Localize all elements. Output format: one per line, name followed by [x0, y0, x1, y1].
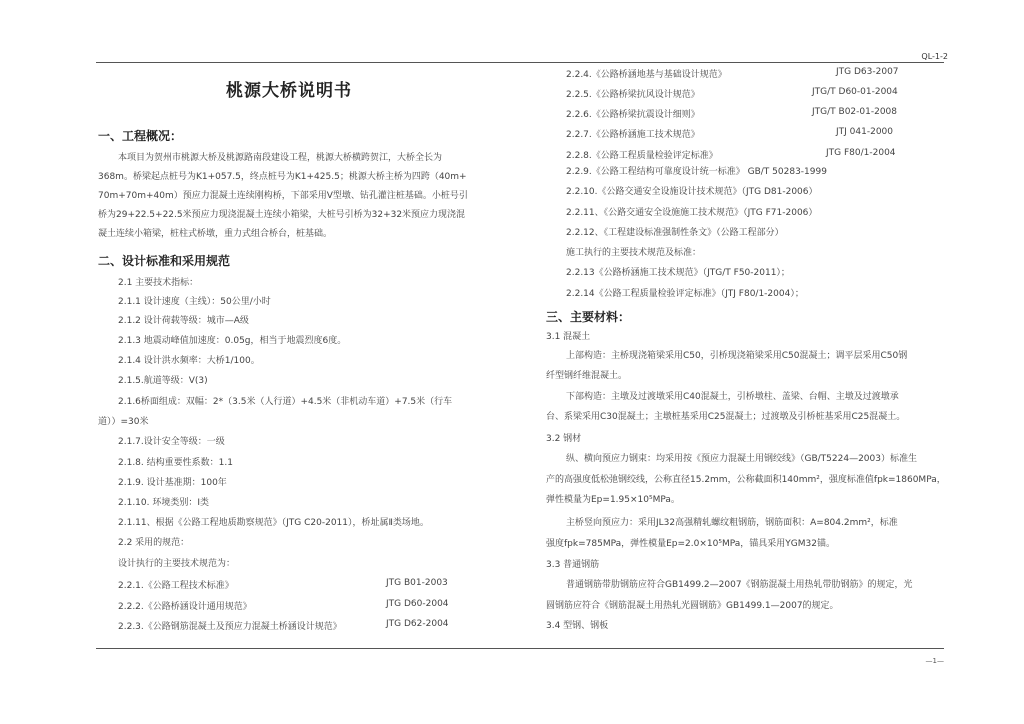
paragraph-line: 桥为29+22.5+22.5米预应力现浇混凝土连续小箱梁，大桩号引桥为32+32米预应力现浇混 [98, 210, 466, 220]
drawing-code: QL-1-2 [921, 52, 948, 61]
standard-code: JTG F80/1-2004 [826, 148, 896, 158]
standard-code: JTG D60-2004 [386, 599, 449, 609]
paragraph-line: 道））=30米 [98, 417, 149, 427]
standard-name: 2.2.1.《公路工程技术标准》 [118, 581, 234, 591]
paragraph-line: 上部构造：主桥现浇箱梁采用C50，引桥现浇箱梁采用C50混凝土；调平层采用C50钢 [566, 351, 908, 361]
paragraph-line: 70m+70m+40m）预应力混凝土连续刚构桥，下部采用V型墩、钻孔灌注桩基础。小桩号引 [98, 191, 468, 201]
paragraph-line: 3.3 普通钢筋 [546, 560, 600, 570]
section-1-heading: 一、工程概况： [98, 129, 183, 143]
paragraph-line: 2.1.8. 结构重要性系数：1.1 [118, 458, 233, 468]
paragraph-line: 凝土连续小箱梁，桩柱式桥墩，重力式组合桥台，桩基础。 [98, 229, 333, 239]
paragraph-line: 台、系梁采用C30混凝土；主墩桩基采用C25混凝土；过渡墩及引桥桩基采用C25混凝土。 [546, 412, 906, 422]
standard-name: 2.2.2.《公路桥涵设计通用规范》 [118, 602, 252, 612]
paragraph-line: 2.1.2 设计荷载等级：城市—A级 [118, 316, 249, 326]
paragraph-line: 2.1.5.航道等级：V(3) [118, 376, 208, 386]
standard-code: JTG B01-2003 [386, 578, 448, 588]
paragraph-line: 2.1.7.设计安全等级：一级 [118, 437, 225, 447]
page-number: —1— [925, 657, 944, 665]
paragraph-line: 3.1 混凝土 [546, 332, 591, 342]
section-2-heading: 二、设计标准和采用规范 [98, 254, 231, 268]
paragraph-line: 下部构造：主墩及过渡墩采用C40混凝土，引桥墩柱、盖梁、台帽、主墩及过渡墩承 [566, 392, 899, 402]
standard-code: JTG/T D60-01-2004 [812, 87, 898, 97]
paragraph-line: 圆钢筋应符合《钢筋混凝土用热轧光圆钢筋》GB1499.1—2007的规定。 [546, 601, 839, 611]
paragraph-line: 2.1 主要技术指标： [118, 278, 199, 288]
standard-name: 2.2.4.《公路桥涵地基与基础设计规范》 [566, 70, 727, 80]
paragraph-line: 主桥竖向预应力：采用JL32高强精轧螺纹粗钢筋，钢筋面积：A=804.2mm²，标准 [566, 518, 898, 528]
bottom-border-line [96, 648, 944, 649]
standard-name: 2.2.6.《公路桥梁抗震设计细则》 [566, 110, 700, 120]
standard-name: 2.2.8.《公路工程质量检验评定标准》 [566, 151, 718, 161]
paragraph-line: 2.2 采用的规范： [118, 538, 190, 548]
paragraph-line: 本项目为贺州市桃源大桥及桃源路南段建设工程，桃源大桥横跨贺江，大桥全长为 [118, 153, 443, 163]
standard-code: JTJ 041-2000 [836, 127, 893, 137]
paragraph-line: 强度fpk=785MPa，弹性模量Ep=2.0×10⁵MPa，锚具采用YGM32锚。 [546, 539, 835, 549]
paragraph-line: 2.2.9.《公路工程结构可靠度设计统一标准》 GB/T 50283-1999 [566, 167, 827, 177]
paragraph-line: 弹性模量为Ep=1.95×10⁵MPa。 [546, 495, 680, 505]
section-3-heading: 三、主要材料： [546, 310, 631, 324]
paragraph-line: 普通钢筋带肋钢筋应符合GB1499.2—2007《钢筋混凝土用热轧带肋钢筋》的规定，光 [566, 580, 913, 590]
standard-code: JTG/T B02-01-2008 [812, 107, 897, 117]
standard-name: 2.2.7.《公路桥涵施工技术规范》 [566, 130, 700, 140]
paragraph-line: 2.1.6桥面组成：双幅：2*（3.5米（人行道）+4.5米（非机动车道）+7.5米（行车 [118, 397, 453, 407]
paragraph-line: 产的高强度低松弛钢绞线，公称直径15.2mm，公称截面积140mm²，强度标准值fpk=1860MPa， [546, 475, 946, 485]
standard-code: JTG D62-2004 [386, 619, 449, 629]
standard-name: 2.2.3.《公路钢筋混凝土及预应力混凝土桥涵设计规范》 [118, 622, 342, 632]
paragraph-line: 2.2.10.《公路交通安全设施设计技术规范》（JTG D81-2006） [566, 187, 818, 197]
paragraph-line: 2.1.3 地震动峰值加速度：0.05g，相当于地震烈度6度。 [118, 336, 347, 346]
paragraph-line: 2.1.10. 环境类别：Ⅰ类 [118, 498, 210, 508]
paragraph-line: 368m。桥梁起点桩号为K1+057.5，终点桩号为K1+425.5；桃源大桥主桥为四跨（40m+ [98, 172, 467, 182]
paragraph-line: 2.1.11、根据《公路工程地质勘察规范》（JTG C20-2011），桥址属Ⅱ类场地。 [118, 518, 429, 528]
paragraph-line: 2.2.11、《公路交通安全设施施工技术规范》（JTG F71-2006） [566, 208, 818, 218]
paragraph-line: 2.2.12、《工程建设标准强制性条文》（公路工程部分） [566, 228, 784, 238]
top-border-line [96, 62, 944, 63]
paragraph-line: 3.4 型钢、钢板 [546, 621, 609, 631]
paragraph-line: 2.1.4 设计洪水频率：大桥1/100。 [118, 356, 260, 366]
standard-code: JTG D63-2007 [836, 67, 899, 77]
paragraph-line: 纵、横向预应力钢束：均采用按《预应力混凝土用钢绞线》（GB/T5224—2003）标准生 [566, 454, 917, 464]
paragraph-line: 施工执行的主要技术规范及标准： [566, 248, 702, 258]
paragraph-line: 2.2.14《公路工程质量检验评定标准》（JTJ F80/1-2004）； [566, 289, 804, 299]
paragraph-line: 2.1.1 设计速度（主线）：50公里/小时 [118, 297, 271, 307]
page-title: 桃源大桥说明书 [226, 81, 352, 101]
standard-name: 2.2.5.《公路桥梁抗风设计规范》 [566, 90, 700, 100]
paragraph-line: 设计执行的主要技术规范为： [118, 559, 236, 569]
paragraph-line: 2.1.9. 设计基准期：100年 [118, 478, 227, 488]
paragraph-line: 3.2 钢材 [546, 434, 582, 444]
paragraph-line: 2.2.13《公路桥涵施工技术规范》（JTG/T F50-2011）； [566, 268, 790, 278]
paragraph-line: 纤型钢纤维混凝土。 [546, 371, 628, 381]
